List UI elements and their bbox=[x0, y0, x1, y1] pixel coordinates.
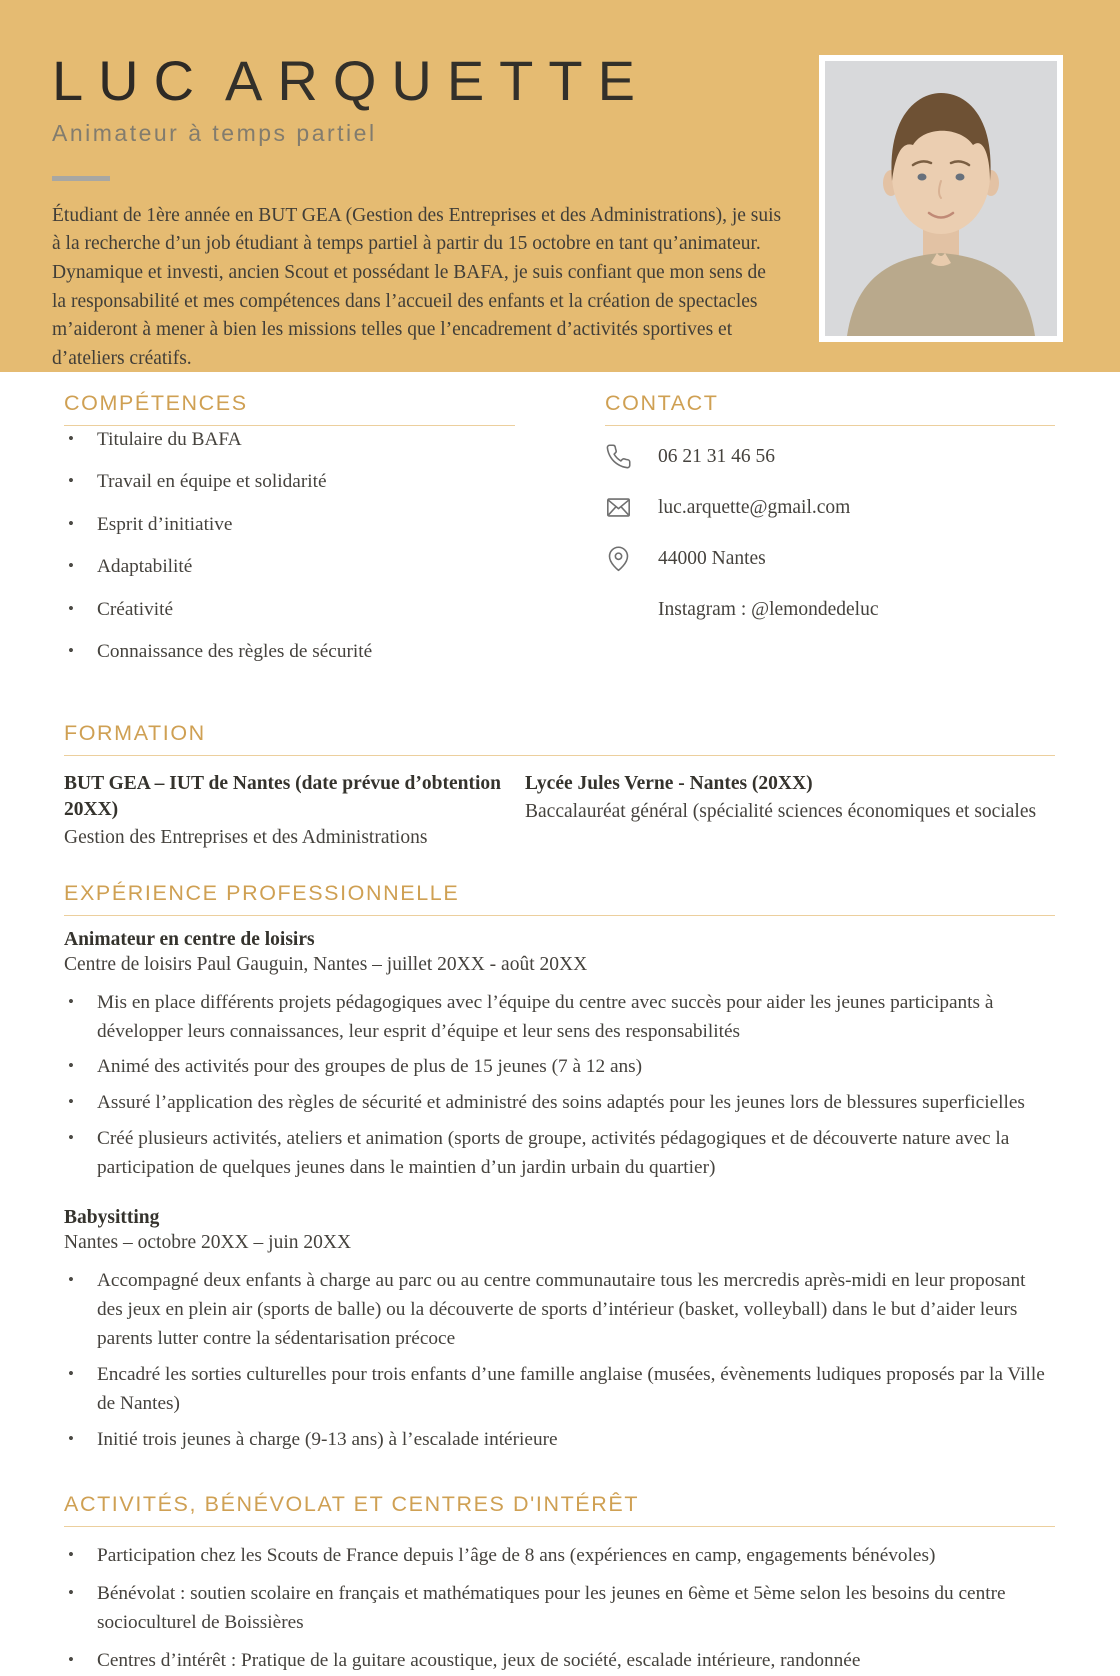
divider bbox=[52, 176, 110, 181]
section-formation bbox=[64, 721, 1055, 852]
section-contact bbox=[605, 391, 1055, 681]
list-item: • Créativité bbox=[64, 596, 515, 625]
list-item: • Accompagné deux enfants à charge au parc ou au centre communautaire tous les mercredis après-midi en leur proposant des jeux en plein air (sports de balle) ou la découverte de sports d’intérieur (basket, volleyball) dans le but d’aider leurs parents lutter contre la sédentarisation précoce bbox=[64, 1267, 1055, 1354]
list-item: • Participation chez les Scouts de France depuis l’âge de 8 ans (expériences en camp, engagements bénévoles) bbox=[64, 1542, 1055, 1571]
list-item: • Centres d’intérêt : Pratique de la guitare acoustique, jeux de société, escalade intérieure, randonnée bbox=[64, 1647, 1055, 1676]
section-title-contact: CONTACT bbox=[605, 391, 1055, 426]
formation-entry-subtitle: Gestion des Entreprises et des Administrations bbox=[64, 827, 428, 849]
list-item: • Connaissance des règles de sécurité bbox=[64, 638, 515, 667]
formation-entry-subtitle: Baccalauréat général (spécialité sciences économiques et sociales bbox=[525, 800, 1037, 822]
job-entry-animateur bbox=[64, 929, 1055, 1184]
contact-row-instagram bbox=[605, 596, 1055, 623]
instagram-handle: Instagram : @lemondedeluc bbox=[658, 598, 879, 620]
job-title: Babysitting bbox=[64, 1207, 160, 1229]
profile-photo bbox=[819, 55, 1063, 342]
location-pin-icon bbox=[605, 545, 632, 572]
portrait-illustration bbox=[825, 61, 1057, 336]
job-subtitle: Animateur à temps partiel bbox=[52, 119, 377, 146]
contact-list bbox=[605, 443, 1055, 623]
list-item: • Initié trois jeunes à charge (9-13 ans) à l’escalade intérieure bbox=[64, 1426, 1055, 1455]
list-item: • Encadré les sorties culturelles pour trois enfants d’une famille anglaise (musées, évènements ludiques proposés par la Ville de Nantes) bbox=[64, 1361, 1055, 1419]
formation-entry bbox=[64, 771, 525, 852]
formation-grid bbox=[64, 771, 1055, 852]
job-meta: Centre de loisirs Paul Gauguin, Nantes – juillet 20XX - août 20XX bbox=[64, 953, 588, 975]
section-experience bbox=[64, 881, 1055, 1455]
formation-entry-title: Lycée Jules Verne - Nantes (20XX) bbox=[525, 772, 813, 794]
job-bullets bbox=[64, 989, 1055, 1184]
location-text: 44000 Nantes bbox=[658, 547, 766, 569]
list-item: • Titulaire du BAFA bbox=[64, 426, 515, 455]
name-first: LUC bbox=[52, 49, 210, 112]
section-competences bbox=[64, 391, 515, 681]
job-entry-babysitting bbox=[64, 1207, 1055, 1455]
intro-paragraph: Étudiant de 1ère année en BUT GEA (Gestion des Entreprises et des Administrations), je suis à la recherche d’un job étudiant à temps partiel à partir du 15 octobre en tant qu’animateur. Dynamique et investi, ancien Scout et possédant le BAFA, je suis confiant que mon sens de la responsabilité et mes compétences dans l’accueil des enfants et la création de spectacles m’aideront à mener à bien les missions telles que l’encadrement d’activités sportives et d’ateliers créatifs. bbox=[52, 204, 782, 370]
formation-entry-title: BUT GEA – IUT de Nantes (date prévue d’obtention 20XX) bbox=[64, 772, 501, 820]
mail-icon bbox=[605, 494, 632, 521]
phone-number: 06 21 31 46 56 bbox=[658, 445, 775, 467]
list-item: • Esprit d’initiative bbox=[64, 511, 515, 540]
list-item: • Adaptabilité bbox=[64, 553, 515, 582]
contact-row-phone bbox=[605, 443, 1055, 470]
phone-icon bbox=[605, 443, 632, 470]
section-activities bbox=[64, 1492, 1055, 1676]
list-item: • Bénévolat : soutien scolaire en français et mathématiques pour les jeunes en 6ème et 5ème selon les besoins du centre socioculturel de Boissières bbox=[64, 1580, 1055, 1638]
list-item: • Travail en équipe et solidarité bbox=[64, 468, 515, 497]
list-item: • Créé plusieurs activités, ateliers et animation (sports de groupe, activités pédagogiques et de découverte nature avec la participation de quelques jeunes dans le maintien d’un jardin urbain du quartier) bbox=[64, 1125, 1055, 1183]
formation-entry bbox=[525, 771, 1055, 852]
section-title-activities: ACTIVITÉS, BÉNÉVOLAT ET CENTRES D'INTÉRÊT bbox=[64, 1492, 1055, 1527]
header bbox=[0, 0, 1120, 372]
job-title: Animateur en centre de loisirs bbox=[64, 928, 315, 950]
main-content bbox=[0, 391, 1120, 1676]
section-title-experience: EXPÉRIENCE PROFESSIONNELLE bbox=[64, 881, 1055, 916]
job-bullets bbox=[64, 1267, 1055, 1455]
skills-list bbox=[64, 426, 515, 667]
section-title-competences: COMPÉTENCES bbox=[64, 391, 515, 426]
list-item: • Assuré l’application des règles de sécurité et administré des soins adaptés pour les jeunes lors de blessures superficielles bbox=[64, 1089, 1055, 1118]
email-address: luc.arquette@gmail.com bbox=[658, 496, 851, 518]
contact-row-location bbox=[605, 545, 1055, 572]
name-last: ARQUETTE bbox=[225, 49, 650, 112]
section-title-formation: FORMATION bbox=[64, 721, 1055, 756]
list-item: • Animé des activités pour des groupes de plus de 15 jeunes (7 à 12 ans) bbox=[64, 1053, 1055, 1082]
contact-row-email bbox=[605, 494, 1055, 521]
list-item: • Mis en place différents projets pédagogiques avec l’équipe du centre avec succès pour aider les jeunes participants à développer leurs connaissances, leur esprit d’équipe et leur sens des responsabilités bbox=[64, 989, 1055, 1047]
job-meta: Nantes – octobre 20XX – juin 20XX bbox=[64, 1232, 352, 1254]
activities-list bbox=[64, 1542, 1055, 1676]
